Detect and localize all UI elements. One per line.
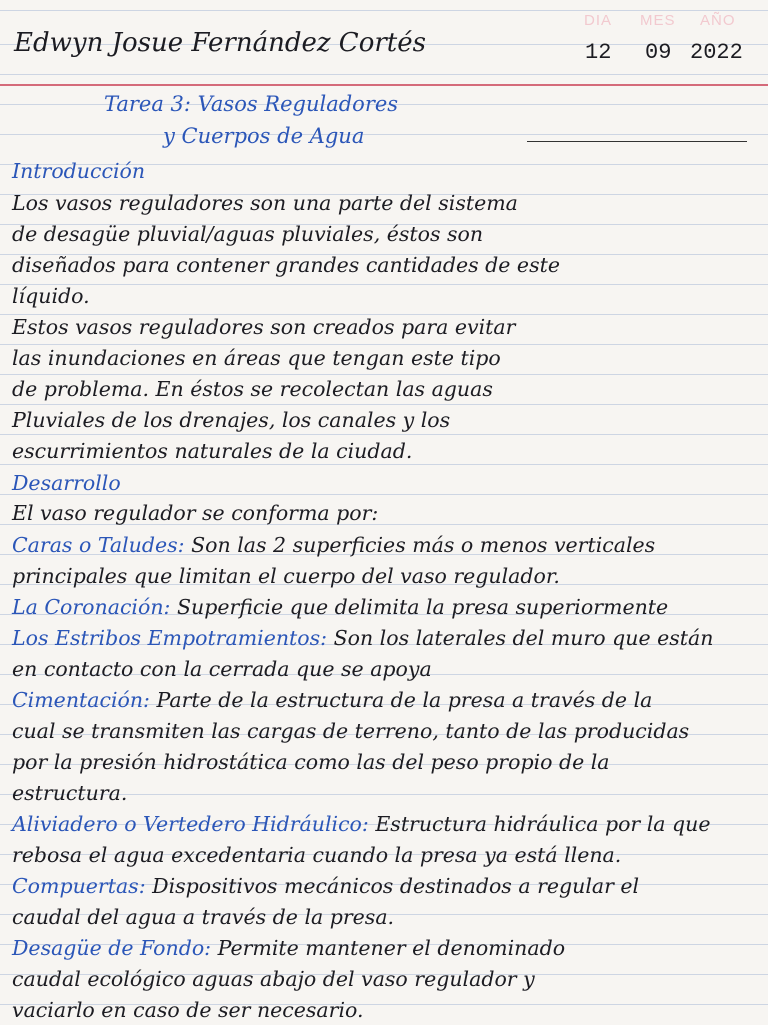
- title-line-1: Tarea 3: Vasos Reguladores: [104, 92, 399, 116]
- component-text: cual se transmiten las cargas de terreno, tanto de las producidas: [12, 719, 690, 743]
- component-text: Estructura hidráulica por la que: [368, 812, 711, 836]
- component-label: Los Estribos Empotramientos:: [12, 626, 328, 650]
- component-line: [12, 716, 689, 746]
- component-label: Aliviadero o Vertedero Hidráulico:: [12, 812, 369, 836]
- component-text: Permite mantener el denominado: [211, 936, 566, 960]
- component-text: principales que limitan el cuerpo del vaso regulador.: [12, 564, 560, 588]
- component-line: [12, 747, 610, 777]
- student-name: Edwyn Josue Fernández Cortés: [14, 28, 426, 58]
- component-line: [12, 871, 639, 901]
- component-text: por la presión hidrostática como las del peso propio de la: [12, 750, 610, 774]
- component-text: Parte de la estructura de la presa a través de la: [149, 688, 653, 712]
- date-day: 12: [585, 40, 612, 65]
- intro-line: escurrimientos naturales de la ciudad.: [12, 439, 413, 463]
- component-label: Desagüe de Fondo:: [12, 936, 212, 960]
- component-line: [12, 685, 652, 715]
- development-heading: Desarrollo: [12, 471, 121, 495]
- header-margin-line: [0, 84, 768, 86]
- component-text: Son los laterales del muro que están: [327, 626, 714, 650]
- intro-line: Los vasos reguladores son una parte del sistema: [12, 191, 518, 215]
- intro-line: líquido.: [12, 284, 90, 308]
- component-line: [12, 561, 560, 591]
- component-text: Dispositivos mecánicos destinados a regular el: [145, 874, 640, 898]
- component-line: [12, 933, 565, 963]
- component-label: Caras o Taludes:: [12, 533, 185, 557]
- component-line: [12, 995, 364, 1025]
- component-text: caudal del agua a través de la presa.: [12, 905, 395, 929]
- title-underline: [527, 141, 747, 142]
- development-intro: El vaso regulador se conforma por:: [12, 501, 379, 525]
- component-line: [12, 902, 394, 932]
- component-label: Cimentación:: [12, 688, 150, 712]
- date-label-day: DIA: [584, 12, 613, 29]
- title-line-2: y Cuerpos de Agua: [163, 124, 365, 148]
- date-year: 2022: [690, 40, 743, 65]
- component-text: vaciarlo en caso de ser necesario.: [12, 998, 364, 1022]
- component-text: estructura.: [12, 781, 128, 805]
- component-line: [12, 654, 432, 684]
- component-line: [12, 964, 535, 994]
- component-line: [12, 530, 655, 560]
- intro-line: Estos vasos reguladores son creados para evitar: [12, 315, 516, 339]
- component-text: rebosa el agua excedentaria cuando la presa ya está llena.: [12, 843, 622, 867]
- intro-line: de problema. En éstos se recolectan las aguas: [12, 377, 493, 401]
- intro-heading: Introducción: [12, 159, 146, 183]
- date-month: 09: [645, 40, 672, 65]
- component-label: Compuertas:: [12, 874, 146, 898]
- date-label-year: AÑO: [700, 12, 736, 29]
- intro-line: diseñados para contener grandes cantidades de este: [12, 253, 560, 277]
- component-text: Superficie que delimita la presa superiormente: [170, 595, 669, 619]
- intro-line: de desagüe pluvial/aguas pluviales, éstos son: [12, 222, 484, 246]
- component-text: caudal ecológico aguas abajo del vaso regulador y: [12, 967, 535, 991]
- component-line: [12, 778, 127, 808]
- component-line: [12, 592, 668, 622]
- component-text: Son las 2 superficies más o menos verticales: [184, 533, 656, 557]
- component-line: [12, 809, 711, 839]
- intro-line: Pluviales de los drenajes, los canales y los: [12, 408, 451, 432]
- intro-line: las inundaciones en áreas que tengan este tipo: [12, 346, 501, 370]
- date-label-month: MES: [640, 12, 676, 29]
- component-text: en contacto con la cerrada que se apoya: [12, 657, 432, 681]
- component-label: La Coronación:: [12, 595, 171, 619]
- component-line: [12, 623, 713, 653]
- component-line: [12, 840, 621, 870]
